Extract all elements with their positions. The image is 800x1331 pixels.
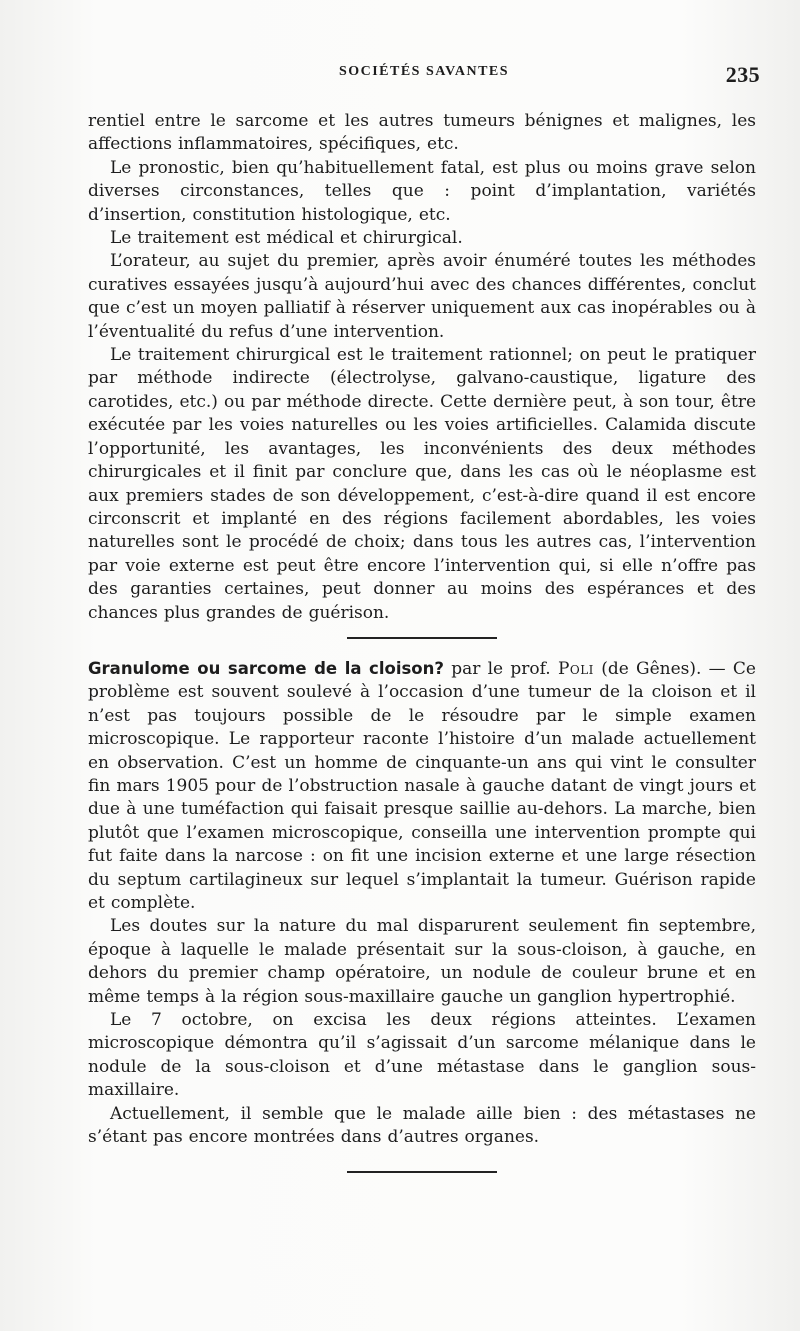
page-header	[88, 62, 760, 86]
end-divider	[347, 1171, 497, 1173]
body-text	[88, 110, 756, 1191]
paragraph-2: Le pronostic, bien qu’habituellement fatal, est plus ou moins grave selon diverses circonstances, telles que : point d’implantation, variétés d’insertion, constitution histologique, etc.	[88, 157, 756, 225]
page-number: 235	[725, 62, 760, 87]
paragraph-3: Le traitement est médical et chirurgical.	[110, 228, 463, 249]
paragraph-7: Les doutes sur la nature du mal disparurent seulement fin septembre, époque à laquelle le malade présentait sur la sous-cloison, à gauche, en dehors du premier champ opératoire, un nodule de couleur brune et en même temps à la région sous-maxillaire gauche un ganglion hypertrophié.	[88, 916, 756, 1007]
paragraph-9: Actuellement, il semble que le malade aille bien : des métastases ne s’étant pas encore montrées dans d’autres organes.	[88, 1103, 756, 1148]
section-title: Granulome ou sarcome de la cloison?	[88, 658, 444, 678]
paragraph-1: rentiel entre le sarcome et les autres tumeurs bénignes et malignes, les affections inflammatoires, spécifiques, etc.	[88, 111, 756, 155]
running-title: SOCIÉTÉS SAVANTES	[338, 64, 510, 79]
paragraph-6-rest: — Ce problème est souvent soulevé à l’occasion d’une tumeur de la cloison et il n’est pas toujours possible de le résoudre par le simple examen microscopique. Le rapporteur raconte l’histoire d’un malade actuellement en observation. C’est un homme de cinquante-un ans qui vint le consulter fin mars 1905 pour de l’obstruction nasale à gauche datant de vingt jours et due à une tuméfaction qui faisait presque saillie au-dehors. La marche, bien plutôt que l’examen microscopique, conseilla une intervention prompte qui fut faite dans la narcose : on fit une incision externe et une large résection du septum cartilagineux sur lequel s’implantait la tumeur. Guérison rapide et complète.	[88, 658, 756, 913]
paragraph-8: Le 7 octobre, on excisa les deux régions atteintes. L’examen microscopique démontra qu’il s’agissait d’un sarcome mélanique dans le nodule de la sous-cloison et d’une métastase dans le ganglion sous-maxillaire.	[88, 1010, 756, 1101]
author-place: (de Gênes).	[601, 658, 702, 679]
author-name: Poli	[557, 658, 594, 679]
paragraph-5: Le traitement chirurgical est le traitement rationnel; on peut le pratiquer par méthode indirecte (électrolyse, galvano-caustique, ligature des carotides, etc.) ou par méthode directe. Cette dernière peut, à son tour, être exécutée par les voies naturelles ou les voies artificielles. Calamida discute l’opportunité, les avantages, les inconvénients des deux méthodes chirurgicales et il finit par conclure que, dans les cas où le néoplasme est aux premiers stades de son développement, c’est-à-dire quand il est encore circonscrit et implanté en des régions facilement abordables, les voies naturelles sont le procédé de choix; dans tous les autres cas, l’intervention par voie externe est peut être encore l’intervention qui, si elle n’offre pas des garanties certaines, peut donner au moins des espérances et des chances plus grandes de guérison.	[88, 345, 756, 623]
section-paragraph	[88, 657, 756, 915]
section-divider	[347, 637, 497, 639]
section-intro: par le prof.	[451, 658, 551, 679]
paragraph-4: L’orateur, au sujet du premier, après avoir énuméré toutes les méthodes curatives essayées jusqu’à aujourd’hui avec des chances différentes, conclut que c’est un moyen palliatif à réserver uniquement aux cas inopérables ou à l’éventualité du refus d’une intervention.	[88, 251, 756, 342]
